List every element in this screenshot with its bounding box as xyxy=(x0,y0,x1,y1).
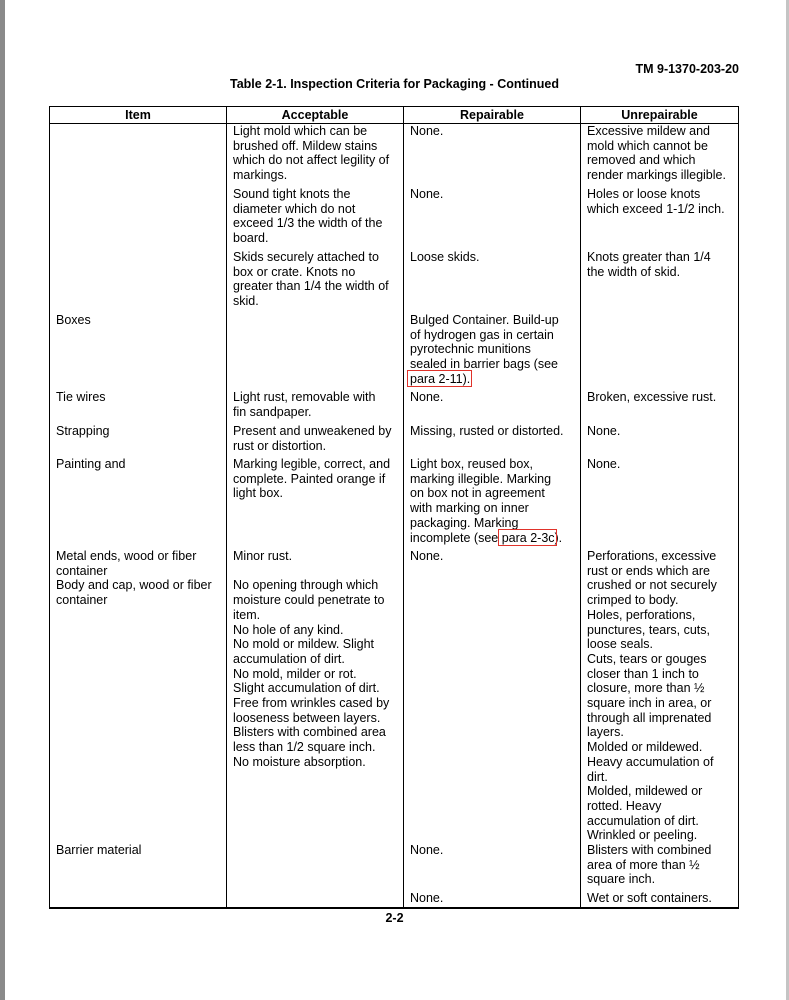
table-cell: Light box, reused box, marking illegible. Marking on box not in agreement with marking on inner packaging. Marking incomplete (see para 2-3c). xyxy=(410,457,563,545)
table-cell: Loose skids. xyxy=(410,250,480,264)
table-cell: None. xyxy=(410,549,444,563)
table-cell: Perforations, excessive rust or ends which are crushed or not securely crimped to body. Holes, perforations, punctures, tears, cuts, loose seals. Cuts, tears or gouges closer than 1 inch to closure, more than ½ square inch in area, or through all imprenated layers. Molded or mildewed. Heavy accumulation of dirt. Molded, mildewed or rotted. Heavy accumulation of dirt. Wrinkled or peeling. xyxy=(587,549,717,843)
table-cell: Minor rust. No opening through which moisture could penetrate to item. No hole of any kind. No mold or mildew. Slight accumulation of dirt. No mold, milder or rot. Slight accumulation of dirt. Free from wrinkles cased by looseness between layers. Blisters with combined area less than 1/2 square inch. No moisture absorption. xyxy=(233,549,390,769)
table-border-right xyxy=(738,107,739,909)
table-cell: Skids securely attached to box or crate. Knots no greater than 1/4 the width of skid. xyxy=(233,250,389,309)
table-cell: None. xyxy=(410,891,444,905)
page-number: 2-2 xyxy=(385,911,404,925)
left-page-edge xyxy=(0,0,5,1000)
table-cell: Light rust, removable with fin sandpaper. xyxy=(233,390,376,419)
table-cell: None. xyxy=(587,424,621,438)
table-cell-item: Metal ends, wood or fiber container Body and cap, wood or fiber container xyxy=(56,549,212,608)
table-cell: Missing, rusted or distorted. xyxy=(410,424,564,438)
table-cell: Excessive mildew and mold which cannot be removed and which render markings illegible. xyxy=(587,124,726,183)
column-header-acceptable: Acceptable xyxy=(281,108,349,122)
table-cell: Marking legible, correct, and complete. Painted orange if light box. xyxy=(233,457,391,501)
column-header-repairable: Repairable xyxy=(460,108,524,122)
table-cell-item: Boxes xyxy=(56,313,91,327)
column-header-unrepairable: Unrepairable xyxy=(621,108,698,122)
table-cell: Present and unweakened by rust or distortion. xyxy=(233,424,392,453)
column-divider xyxy=(403,107,404,909)
table-cell: None. xyxy=(410,843,444,857)
column-divider xyxy=(226,107,227,909)
table-bottom-border xyxy=(49,907,739,909)
table-cell-item: Painting and xyxy=(56,457,126,471)
table-cell-item: Strapping xyxy=(56,424,110,438)
table-cell: Blisters with combined area of more than ½ square inch. xyxy=(587,843,712,887)
table-cell-item: Barrier material xyxy=(56,843,142,857)
table-cell: None. xyxy=(587,457,621,471)
table-cell: Bulged Container. Build-up of hydrogen gas in certain pyrotechnic munitions sealed in barrier bags (see para 2-11). xyxy=(410,313,559,386)
table-cell: Light mold which can be brushed off. Mildew stains which do not affect legility of markings. xyxy=(233,124,390,183)
document-number: TM 9-1370-203-20 xyxy=(635,62,739,76)
table-cell-item: Tie wires xyxy=(56,390,106,404)
table-title: Table 2-1. Inspection Criteria for Packaging - Continued xyxy=(230,77,559,91)
reference-highlight-box xyxy=(407,370,472,387)
table-cell: Sound tight knots the diameter which do not exceed 1/3 the width of the board. xyxy=(233,187,383,246)
column-divider xyxy=(580,107,581,909)
reference-highlight-box xyxy=(498,529,557,546)
table-cell: Knots greater than 1/4 the width of skid. xyxy=(587,250,711,279)
table-cell: Holes or loose knots which exceed 1-1/2 inch. xyxy=(587,187,725,216)
table-cell: None. xyxy=(410,187,444,201)
table-border-left xyxy=(49,107,50,909)
table-cell: None. xyxy=(410,124,444,138)
column-header-item: Item xyxy=(125,108,151,122)
table-cell: Broken, excessive rust. xyxy=(587,390,717,404)
table-cell: Wet or soft containers. xyxy=(587,891,712,905)
table-cell: None. xyxy=(410,390,444,404)
